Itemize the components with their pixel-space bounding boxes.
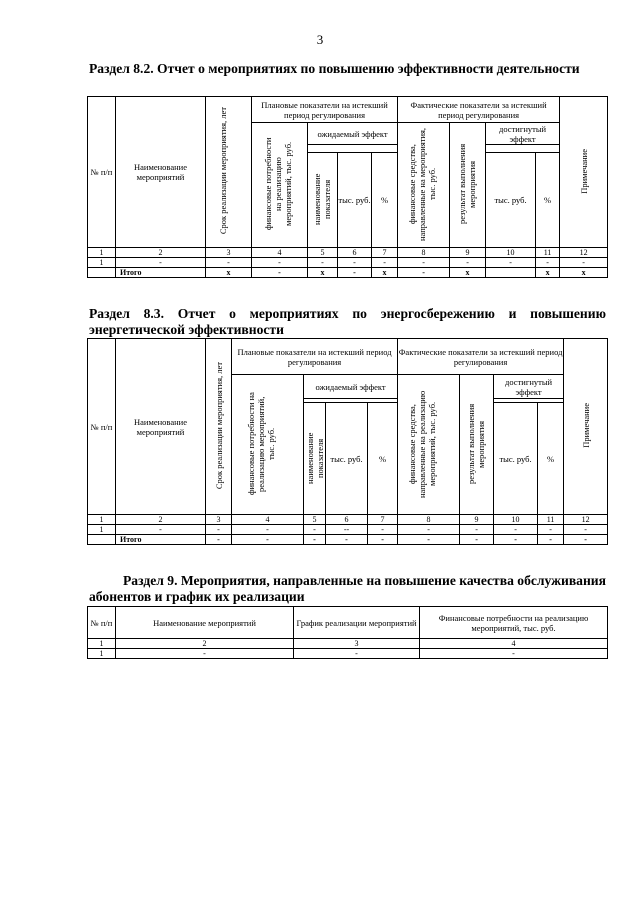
table-cell: 11 xyxy=(538,515,564,525)
table-cell: 4 xyxy=(252,248,308,258)
table-cell: - xyxy=(398,268,450,278)
table-cell: - xyxy=(538,525,564,535)
achieved-effect-header: достигнутый эффект xyxy=(494,375,564,399)
col-name-header: Наименование мероприятий xyxy=(116,607,294,639)
table-cell: - xyxy=(372,258,398,268)
col-fin-header: Финансовые потребности на реализацию мероприятий, тыс. руб. xyxy=(420,607,608,639)
col-fin-means-header: финансовые средства, направленные на мероприятия, тыс. руб. xyxy=(398,123,450,248)
table-cell: 5 xyxy=(308,248,338,258)
table-cell: - xyxy=(564,525,608,535)
total-row xyxy=(88,268,608,278)
table-cell: 8 xyxy=(398,248,450,258)
table-cell: - xyxy=(252,258,308,268)
table-cell: x xyxy=(560,268,608,278)
table-cell: x xyxy=(372,268,398,278)
table-cell: - xyxy=(252,268,308,278)
column-numbers-row xyxy=(88,639,608,649)
table-cell: 10 xyxy=(494,515,538,525)
table-cell: - xyxy=(206,258,252,268)
column-numbers-row xyxy=(88,515,608,525)
col-pct2-header: % xyxy=(536,153,560,248)
table-cell: - xyxy=(398,258,450,268)
col-name-header: Наименование мероприятий xyxy=(116,339,206,515)
plan-header: Плановые показатели на истекший период регулирования xyxy=(252,97,398,123)
table-cell: - xyxy=(538,535,564,545)
table-cell: 1 xyxy=(88,639,116,649)
table-row xyxy=(88,649,608,659)
table-cell: - xyxy=(460,525,494,535)
col-thous-header: тыс. руб. xyxy=(326,403,368,515)
table-cell: - xyxy=(494,535,538,545)
table-cell: - xyxy=(368,525,398,535)
table-row xyxy=(88,525,608,535)
col-indicator-header: наименование показателя xyxy=(308,153,338,248)
table-cell xyxy=(88,535,116,545)
total-label: Итого xyxy=(116,535,206,545)
column-numbers-row xyxy=(88,248,608,258)
table-cell: x xyxy=(450,268,486,278)
col-no-header: № п/п xyxy=(88,97,116,248)
section-9-heading: Раздел 9. Мероприятия, направленные на повышение качества обслуживания абонентов и график их реализации xyxy=(89,573,606,604)
col-schedule-header: График реализации мероприятий xyxy=(294,607,420,639)
table-cell: - xyxy=(206,535,232,545)
col-thous2-header: тыс. руб. xyxy=(486,153,536,248)
table-cell: - xyxy=(398,525,460,535)
table-cell: 1 xyxy=(88,649,116,659)
table-cell: - xyxy=(398,535,460,545)
table-cell: 3 xyxy=(294,639,420,649)
table-cell: 4 xyxy=(420,639,608,649)
table-cell: - xyxy=(460,535,494,545)
section-8-2-heading: Раздел 8.2. Отчет о мероприятиях по повышению эффективности деятельности xyxy=(89,61,580,76)
table-cell: - xyxy=(560,258,608,268)
table-cell: x xyxy=(536,268,560,278)
table-cell: 6 xyxy=(338,248,372,258)
col-note-header: Примечание xyxy=(564,339,608,515)
col-fin-need-header: финансовые потребности на реализацию мероприятий, тыс. руб. xyxy=(252,123,308,248)
table-cell: 9 xyxy=(450,248,486,258)
table-cell: 2 xyxy=(116,515,206,525)
table-cell: 2 xyxy=(116,248,206,258)
table-cell: - xyxy=(368,535,398,545)
total-row xyxy=(88,535,608,545)
col-indicator-header: наименование показателя xyxy=(304,403,326,515)
table-cell: 2 xyxy=(116,639,294,649)
col-result-header: результат выполнения мероприятия xyxy=(460,375,494,515)
section-8-3-heading: Раздел 8.3. Отчет о мероприятиях по энергосбережению и повышению энергетической эффективности xyxy=(89,306,606,337)
fact-header: Фактические показатели за истекший период регулирования xyxy=(398,97,560,123)
total-label: Итого xyxy=(116,268,206,278)
table-cell: 4 xyxy=(232,515,304,525)
table-cell: 3 xyxy=(206,515,232,525)
table-cell: - xyxy=(536,258,560,268)
table-cell: 12 xyxy=(564,515,608,525)
table-row xyxy=(88,258,608,268)
table-cell: - xyxy=(486,258,536,268)
table-cell: - xyxy=(232,525,304,535)
table-cell: - xyxy=(304,525,326,535)
table-cell: - xyxy=(564,535,608,545)
table-cell: - xyxy=(326,535,368,545)
table-cell: 5 xyxy=(304,515,326,525)
table-cell: - xyxy=(420,649,608,659)
table-cell: 1 xyxy=(88,248,116,258)
table-cell: - xyxy=(338,258,372,268)
table-cell: 11 xyxy=(536,248,560,258)
table-cell: x xyxy=(308,268,338,278)
table-cell: -- xyxy=(326,525,368,535)
table-cell xyxy=(88,268,116,278)
col-term-header: Срок реализации мероприятия, лет xyxy=(206,339,232,515)
col-thous-header: тыс. руб. xyxy=(338,153,372,248)
table-cell: - xyxy=(116,649,294,659)
page-number: 3 xyxy=(316,32,324,47)
table-8-3 xyxy=(87,338,608,545)
table-cell: 1 xyxy=(88,515,116,525)
expected-effect-header: ожидаемый эффект xyxy=(308,123,398,145)
table-cell: - xyxy=(116,258,206,268)
table-cell: - xyxy=(338,268,372,278)
table-cell: x xyxy=(206,268,252,278)
col-pct-header: % xyxy=(368,403,398,515)
table-cell: 1 xyxy=(88,525,116,535)
table-cell: 6 xyxy=(326,515,368,525)
table-cell: 7 xyxy=(368,515,398,525)
col-no-header: № п/п xyxy=(88,339,116,515)
col-fin-means-header: финансовые средства, направленные на реализацию мероприятий, тыс. руб. xyxy=(398,375,460,515)
col-no-header: № п/п xyxy=(88,607,116,639)
table-cell: 9 xyxy=(460,515,494,525)
table-cell xyxy=(486,268,536,278)
table-cell: 12 xyxy=(560,248,608,258)
achieved-effect-header: достигнутый эффект xyxy=(486,123,560,145)
table-cell: 1 xyxy=(88,258,116,268)
col-thous2-header: тыс. руб. xyxy=(494,403,538,515)
table-cell: - xyxy=(304,535,326,545)
fact-header: Фактические показатели за истекший период регулирования xyxy=(398,339,564,375)
table-cell: 8 xyxy=(398,515,460,525)
col-result-header: результат выполнения мероприятия xyxy=(450,123,486,248)
col-note-header: Примечание xyxy=(560,97,608,248)
table-cell: - xyxy=(206,525,232,535)
table-cell: - xyxy=(494,525,538,535)
expected-effect-header: ожидаемый эффект xyxy=(304,375,398,399)
table-cell: - xyxy=(308,258,338,268)
col-pct-header: % xyxy=(372,153,398,248)
table-cell: - xyxy=(116,525,206,535)
table-8-2 xyxy=(87,96,608,278)
table-9 xyxy=(87,606,608,659)
col-pct2-header: % xyxy=(538,403,564,515)
table-cell: - xyxy=(450,258,486,268)
table-cell: - xyxy=(294,649,420,659)
table-cell: 7 xyxy=(372,248,398,258)
table-cell: 10 xyxy=(486,248,536,258)
col-term-header: Срок реализации мероприятия, лет xyxy=(206,97,252,248)
plan-header: Плановые показатели на истекший период регулирования xyxy=(232,339,398,375)
col-name-header: Наименование мероприятий xyxy=(116,97,206,248)
table-cell: - xyxy=(232,535,304,545)
table-cell: 3 xyxy=(206,248,252,258)
col-fin-need-header: финансовые потребности на реализацию мероприятий, тыс. руб. xyxy=(232,375,304,515)
